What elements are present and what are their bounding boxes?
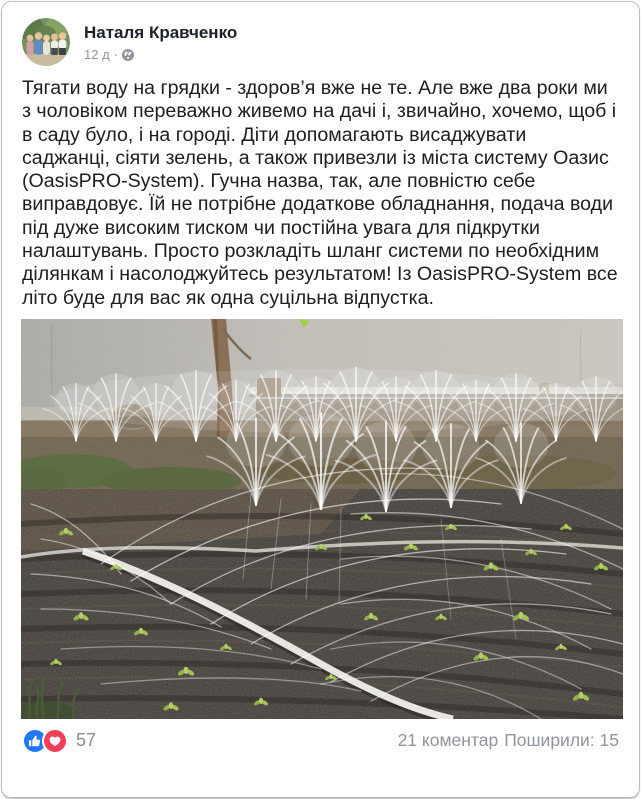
- author-name[interactable]: Наталя Кравченко: [84, 23, 238, 42]
- post-card: [1, 1, 640, 798]
- avatar-image: [22, 18, 70, 66]
- love-icon[interactable]: [42, 728, 68, 754]
- post-photo[interactable]: [21, 319, 623, 719]
- avatar[interactable]: [22, 18, 70, 66]
- post-meta-line: [84, 47, 237, 62]
- family-group: [26, 32, 66, 55]
- timestamp[interactable]: 12 д: [84, 47, 110, 62]
- reaction-summary: [22, 728, 96, 754]
- post-body-text: Тягати воду на грядки - здоров’я вже не те. Але вже два роки ми з чоловіком переважно живемо на дачі і, звичайно, хочемо, щоб і в саду було, і на городі. Діти допомагають висаджувати саджанці, сіяти зелень, а також привезли із міста систему Оазис (OasisPRO-System). Гучна назва, так, але повністю себе виправдовує. Їй не потрібне додаткове обладнання, подача води під дуже високим тиском чи постійна увага для підкрутки налаштувань. Просто розкладіть шланг системи по необхідним ділянкам і насолоджуйтесь результатом! Із OasisPRO-System все літо буде для вас як одна суцільна відпустка.: [22, 77, 618, 309]
- reaction-count[interactable]: 57: [76, 730, 97, 751]
- header-meta: [84, 22, 237, 62]
- shares-count[interactable]: Поширили: 15: [504, 730, 619, 751]
- post-stats: [398, 730, 619, 751]
- comments-count[interactable]: 21 коментар: [397, 730, 499, 751]
- globe-icon: [122, 49, 134, 61]
- post-header: [2, 2, 639, 66]
- meta-separator: ·: [113, 47, 119, 62]
- post-footer: [2, 719, 639, 754]
- irrigation-photo: [21, 319, 623, 719]
